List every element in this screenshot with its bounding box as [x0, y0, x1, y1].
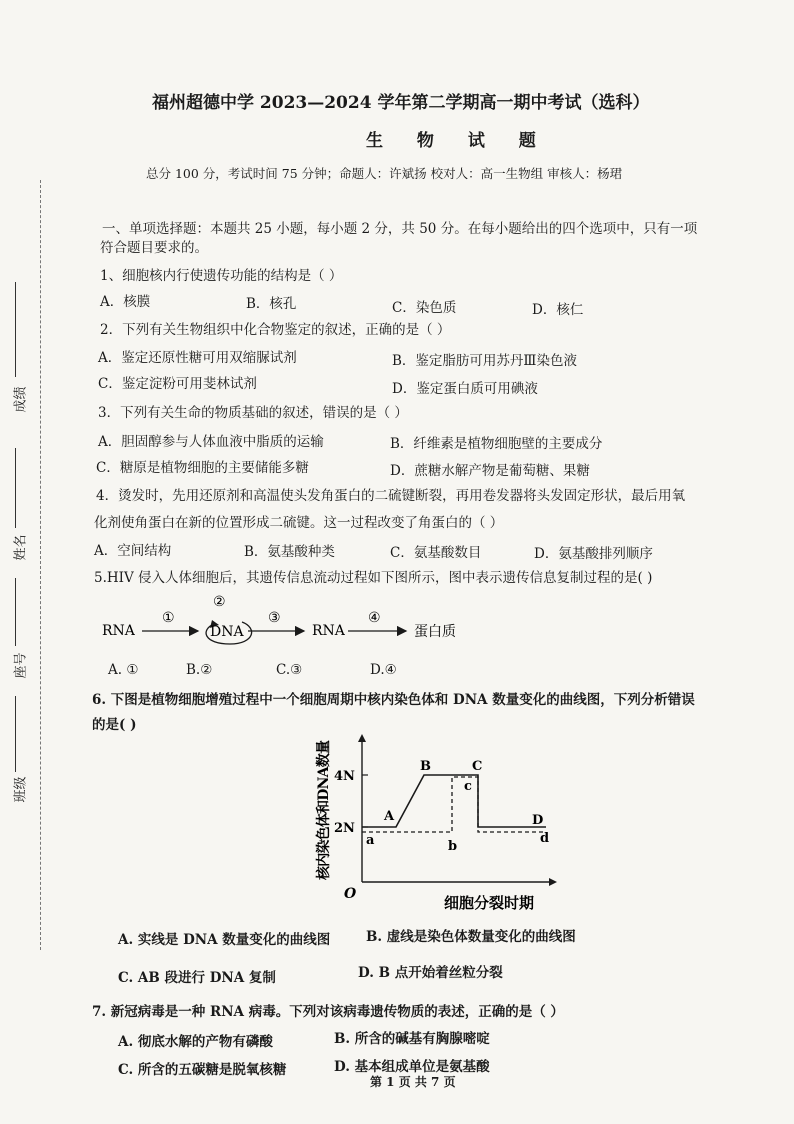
chromosome-dna-chart [300, 730, 570, 916]
section1-intro-line2: 符合题目要求的。 [100, 240, 208, 256]
q3-option-b[interactable]: B．纤维素是植物细胞壁的主要成分 [390, 436, 603, 452]
dashed-point-label-d: d [540, 831, 550, 846]
q2-option-b[interactable]: B．鉴定脂肪可用苏丹Ⅲ染色液 [392, 353, 577, 369]
q3-stem: 3．下列有关生命的物质基础的叙述，错误的是（ ） [98, 405, 408, 421]
q5-option-c[interactable]: C.③ [276, 662, 303, 678]
chart-y-arrow [358, 734, 366, 742]
label-step-3: ③ [268, 610, 281, 626]
diagram-dna: DNA [210, 624, 244, 640]
q6-option-a[interactable]: A. 实线是 DNA 数量变化的曲线图 [118, 932, 331, 948]
q1-option-c[interactable]: C．染色质 [392, 300, 457, 316]
label-step-4: ④ [368, 610, 381, 626]
chart-tick-2n: 2N [334, 821, 355, 836]
q1-stem: 1、细胞核内行使遗传功能的结构是（ ） [100, 268, 343, 284]
name-blank[interactable] [15, 448, 16, 528]
score-label: 成绩 [13, 386, 29, 413]
q1-option-d[interactable]: D．核仁 [532, 302, 584, 318]
q4-option-a[interactable]: A．空间结构 [94, 543, 172, 559]
exam-title: 福州超德中学 2023—2024 学年第二学期高一期中考试（选科） [152, 93, 650, 113]
q2-option-a[interactable]: A．鉴定还原性糖可用双缩脲试剂 [98, 350, 297, 366]
q7-stem: 7. 新冠病毒是一种 RNA 病毒。下列对该病毒遗传物质的表述，正确的是（ ） [92, 1004, 564, 1020]
q5-stem: 5.HIV 侵入人体细胞后，其遗传信息流动过程如下图所示，图中表示遗传信息复制过程的是( ) [94, 570, 653, 586]
solid-point-label-d: D [532, 813, 544, 828]
dashed-point-label-a: a [366, 833, 375, 848]
hiv-flow-diagram [96, 590, 476, 650]
label-step-1: ① [162, 610, 175, 626]
solid-point-label-c: C [472, 759, 483, 774]
exam-meta: 总分 100 分，考试时间 75 分钟；命题人：许斌扬 校对人：高一生物组 审核人：杨珺 [146, 166, 623, 181]
q4-option-d[interactable]: D．氨基酸排列顺序 [534, 546, 653, 562]
page-footer: 第 1 页 共 7 页 [370, 1075, 456, 1089]
chart-x-arrow [549, 878, 557, 886]
q2-option-d[interactable]: D．鉴定蛋白质可用碘液 [392, 381, 538, 397]
dashed-point-label-c: c [464, 779, 472, 794]
q3-option-d[interactable]: D．蔗糖水解产物是葡萄糖、果糖 [390, 463, 590, 479]
diagram-rna-2: RNA [312, 623, 345, 639]
chart-origin: O [344, 886, 357, 902]
q7-option-b[interactable]: B. 所含的碱基有胸腺嘧啶 [334, 1031, 490, 1047]
chart-tick-4n: 4N [334, 769, 355, 784]
section1-intro-line1: 一、单项选择题：本题共 25 小题，每小题 2 分，共 50 分。在每小题给出的四个选项中，只有一项 [102, 221, 698, 237]
q1-option-b[interactable]: B．核孔 [246, 296, 297, 312]
label-step-2: ② [213, 594, 226, 610]
class-label: 班级 [13, 776, 29, 803]
dashed-point-label-b: b [448, 839, 458, 854]
q5-option-b[interactable]: B.② [186, 662, 213, 678]
q7-option-a[interactable]: A. 彻底水解的产物有磷酸 [118, 1034, 273, 1050]
diagram-rna-1: RNA [102, 623, 135, 639]
q5-option-a[interactable]: A. ① [108, 662, 139, 678]
q3-option-a[interactable]: A．胆固醇参与人体血液中脂质的运输 [98, 434, 324, 450]
class-blank[interactable] [15, 696, 16, 772]
diagram-protein: 蛋白质 [414, 624, 456, 640]
q4-stem-line2: 化剂使角蛋白在新的位置形成二硫键。这一过程改变了角蛋白的（ ） [94, 515, 504, 531]
q7-option-c[interactable]: C. 所含的五碳糖是脱氧核糖 [118, 1062, 287, 1078]
name-label: 姓名 [13, 534, 29, 561]
binding-dashed-line [40, 180, 41, 950]
q6-stem-line1: 6. 下图是植物细胞增殖过程中一个细胞周期中核内染色体和 DNA 数量变化的曲线图，下列分析错误 [92, 692, 695, 708]
q6-option-b[interactable]: B. 虚线是染色体数量变化的曲线图 [366, 929, 576, 945]
q1-option-a[interactable]: A．核膜 [100, 294, 151, 310]
q6-stem-line2: 的是( ) [92, 717, 137, 733]
q7-option-d[interactable]: D. 基本组成单位是氨基酸 [334, 1059, 490, 1075]
q2-stem: 2．下列有关生物组织中化合物鉴定的叙述，正确的是（ ） [100, 322, 451, 338]
solid-point-label-a: A [384, 809, 395, 824]
seat-blank[interactable] [15, 578, 16, 646]
chart-x-axis-label: 细胞分裂时期 [444, 894, 535, 912]
q4-stem-line1: 4．烫发时，先用还原剂和高温使头发角蛋白的二硫键断裂，再用卷发器将头发固定形状，最后用氧 [96, 488, 686, 504]
subject-title: 生 物 试 题 [366, 131, 550, 151]
seat-label: 座号 [13, 652, 29, 679]
q4-option-b[interactable]: B．氨基酸种类 [244, 544, 335, 560]
q5-option-d[interactable]: D.④ [370, 662, 397, 678]
q2-option-c[interactable]: C．鉴定淀粉可用斐林试剂 [98, 376, 257, 392]
q3-option-c[interactable]: C．糖原是植物细胞的主要储能多糖 [96, 460, 309, 476]
solid-series [362, 759, 546, 828]
q6-option-c[interactable]: C. AB 段进行 DNA 复制 [118, 970, 276, 986]
chart-y-axis-label: 核内染色体和DNA数量 [316, 740, 332, 880]
solid-point-label-b: B [420, 759, 431, 774]
q4-option-c[interactable]: C．氨基酸数目 [390, 545, 482, 561]
score-blank[interactable] [15, 282, 16, 377]
q6-option-d[interactable]: D. B 点开始着丝粒分裂 [358, 965, 503, 981]
